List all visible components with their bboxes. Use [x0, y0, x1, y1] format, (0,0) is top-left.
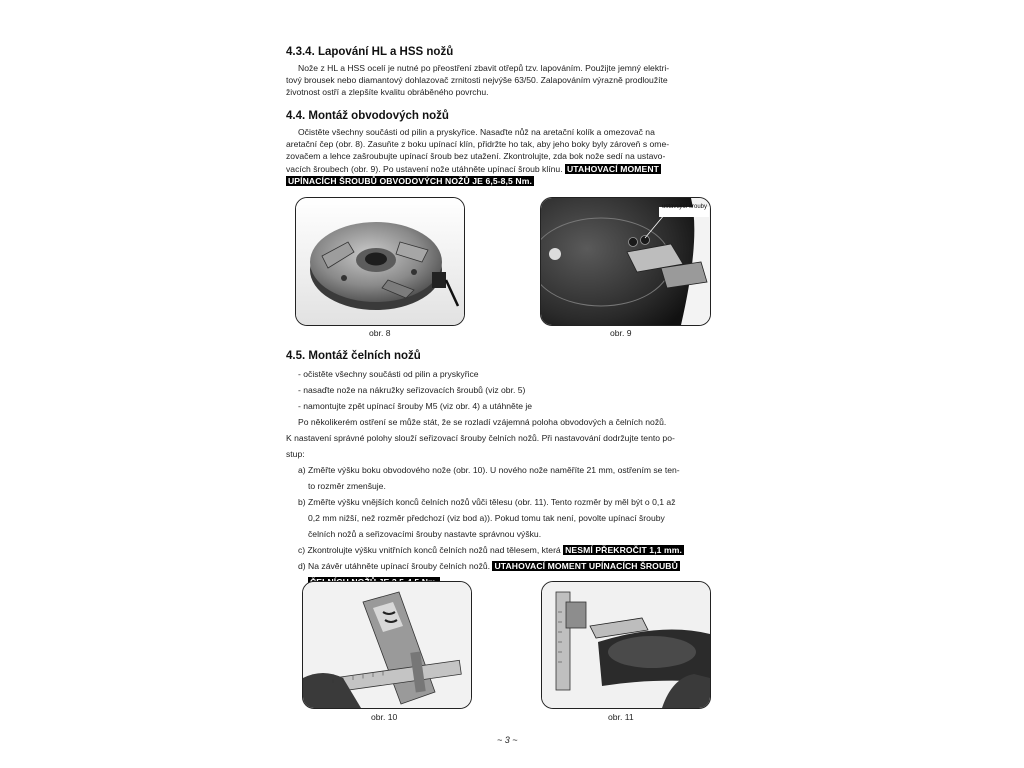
list-item: - očistěte všechny součásti od pilin a pryskyřice [298, 369, 479, 379]
text-line: K nastavení správné polohy slouží seřizovací šrouby čelních nožů. Při nastavování dodržujte tento po- [286, 433, 675, 443]
caption-fig9: obr. 9 [610, 328, 632, 338]
list-item: - nasaďte nože na nákružky seřizovacích šroubů (viz obr. 5) [298, 385, 526, 395]
step-a-line: to rozměr zmenšuje. [308, 481, 386, 491]
caption-fig10: obr. 10 [371, 712, 398, 722]
caption-fig8: obr. 8 [369, 328, 391, 338]
limit-highlight: NESMÍ PŘEKROČIT 1,1 mm. [565, 545, 683, 555]
text-line: aretační čep (obr. 8). Zasuňte z boku upínací klín, přidržte ho tak, aby jeho boky byly zároveň s ome- [286, 139, 670, 150]
caliper-depth-illustration [542, 582, 710, 708]
step-d-line [298, 561, 680, 571]
torque-highlight: UPÍNACÍCH ŠROUBŮ OBVODOVÝCH NOŽŮ JE 6,5-8,5 Nm. [288, 175, 532, 186]
step-b-line: čelních nožů a seřizovacími šrouby nastavte správnou výšku. [308, 529, 542, 539]
list-item: - namontujte zpět upínací šrouby M5 (viz obr. 4) a utáhněte je [298, 401, 533, 411]
text-line: životnost ostří a zlepšíte kvalitu obráběného povrchu. [286, 87, 489, 98]
text-line: zovačem a lehce zašroubujte upínací šroub bez utažení. Zkontrolujte, zda bok nože sedí na ustavo- [286, 151, 666, 162]
photo-adjusting-screws-fig9 [540, 197, 711, 326]
torque-highlight: UTAHOVACÍ MOMENT [567, 163, 659, 174]
heading-montaz-obvodovych: 4.4. Montáž obvodových nožů [286, 110, 449, 122]
text-plain: c) Zkontrolujte výšku vnitřních konců čelních nožů nad tělesem, která [298, 545, 561, 555]
text-line: Očistěte všechny součásti od pilin a pryskyřice. Nasaďte nůž na aretační kolík a omezovač na [298, 127, 655, 137]
fig9-callout-label: ustavující šrouby [662, 204, 708, 210]
paragraph-montaz-obvodovych [286, 126, 748, 187]
photo-caliper-measure-fig11 [541, 581, 711, 709]
caption-fig11: obr. 11 [608, 712, 634, 722]
paragraph-lapovani [286, 62, 748, 99]
text-plain: vacích šroubech (obr. 9). Po ustavení nože utáhněte upínací šroub klínu. [286, 163, 563, 174]
text-line [286, 175, 748, 187]
text-plain: d) Na závěr utáhněte upínací šrouby čelních nožů. [298, 561, 491, 571]
photo-caliper-measure-fig10 [302, 581, 472, 709]
photo-cutter-head-fig8 [295, 197, 465, 326]
text-line: stup: [286, 449, 305, 459]
heading-montaz-celnich: 4.5. Montáž čelních nožů [286, 350, 421, 362]
caliper-measurement-illustration [303, 582, 471, 708]
page-number: ~ 3 ~ [497, 735, 518, 745]
adjusting-screws-illustration [541, 198, 710, 325]
cutter-head-illustration [296, 198, 464, 325]
text-line: Nože z HL a HSS ocelí je nutné po přeostření zbavit otřepů tzv. lapováním. Použijte jemný elektri- [298, 63, 670, 73]
step-a-line: a) Změřte výšku boku obvodového nože (obr. 10). U nového nože naměříte 21 mm, ostřením se ten- [298, 465, 680, 475]
text-line: tový brousek nebo diamantový dohlazovač zrnitosti nejvýše 63/50. Zalapováním výrazně prodloužíte [286, 75, 668, 86]
text-line: Po několikerém ostření se může stát, že se rozladí vzájemná poloha obvodových a čelních nožů. [298, 417, 667, 427]
text-line [286, 163, 748, 175]
step-b-line: 0,2 mm nižší, než rozměr předchozí (viz bod a)). Pokud tomu tak není, povolte upínací šrouby [308, 513, 665, 523]
step-b-line: b) Změřte výšku vnějších konců čelních nožů vůči tělesu (obr. 11). Tento rozměr by měl být o 0,1 až [298, 497, 676, 507]
torque-highlight: UTAHOVACÍ MOMENT UPÍNACÍCH ŠROUBŮ [494, 561, 678, 571]
step-c-line [298, 545, 684, 555]
heading-lapovani: 4.3.4. Lapování HL a HSS nožů [286, 46, 454, 58]
